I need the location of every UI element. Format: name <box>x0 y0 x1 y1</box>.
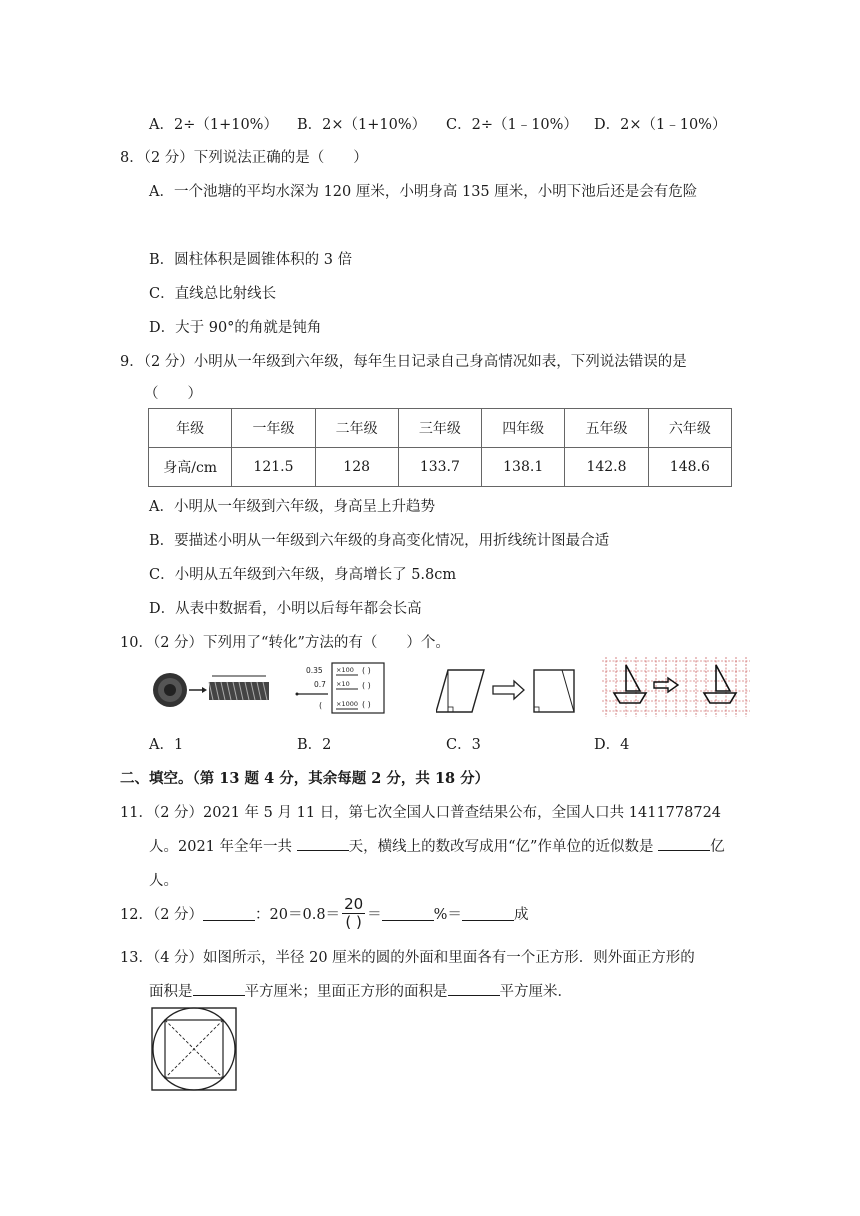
q7-option-b: B．2×（1+10%） <box>297 117 427 133</box>
answer-blank[interactable] <box>658 836 710 851</box>
table-row <box>149 448 732 487</box>
table-header-cell: 二年级 <box>315 409 398 448</box>
answer-blank[interactable] <box>193 981 245 996</box>
q9-option-b: B．要描述小明从一年级到六年级的身高变化情况，用折线统计图最合适 <box>149 533 610 549</box>
multiplier-label: ×100 <box>336 666 354 674</box>
q11-line3: 人。 <box>149 873 178 889</box>
table-header-cell: 五年级 <box>565 409 648 448</box>
q9-stem: 9．（2 分）小明从一年级到六年级，每年生日记录自己身高情况如表，下列说法错误的是 <box>120 354 687 370</box>
answer-blank[interactable] <box>462 906 514 921</box>
q10-option-b: B．2 <box>297 737 332 753</box>
fraction <box>342 894 365 931</box>
q8-stem: 8．（2 分）下列说法正确的是（ ） <box>120 150 368 166</box>
table-cell: 133.7 <box>398 448 481 487</box>
decimal-conversion-image <box>292 660 387 718</box>
q10-option-c: C．3 <box>446 737 481 753</box>
q10-option-a: A．1 <box>149 737 184 753</box>
table-cell: 121.5 <box>232 448 315 487</box>
circle-to-rectangle-image <box>152 670 272 710</box>
table-header-cell: 年级 <box>149 409 232 448</box>
table-row <box>149 409 732 448</box>
q11-text-a: 人。2021 年全年一共 <box>149 839 293 855</box>
svg-text:( ): ( ) <box>362 666 371 675</box>
q11-line1: 11．（2 分）2021 年 5 月 11 日，第七次全国人口普查结果公布，全国人口共 1411778724 <box>120 805 722 821</box>
q7-option-c: C．2÷（1﹣10%） <box>446 117 578 133</box>
table-row-label: 身高/cm <box>149 448 232 487</box>
section-heading: 二、填空。（第 13 题 4 分，其余每题 2 分，共 18 分） <box>120 770 490 787</box>
q13-text-a: 面积是 <box>149 984 193 1000</box>
q12-text-2: ＝ <box>367 906 382 923</box>
answer-blank[interactable] <box>203 906 255 921</box>
q10-stem: 10．（2 分）下列用了“转化”方法的有（ ）个。 <box>120 635 450 651</box>
q11-text-b: 天，横线上的数改写成用“亿”作单位的近似数是 <box>348 839 654 855</box>
q8-option-d: D．大于 90°的角就是钝角 <box>149 320 322 336</box>
q12-text-1: ：20＝0.8＝ <box>255 906 341 923</box>
q12-prefix: 12．（2 分） <box>120 906 204 923</box>
q8-option-b: B．圆柱体积是圆锥体积的 3 倍 <box>149 252 353 268</box>
q10-option-d: D．4 <box>594 737 630 753</box>
height-table <box>148 408 732 487</box>
multiplier-label: ×10 <box>336 680 350 688</box>
q13-text-b: 平方厘米；里面正方形的面积是 <box>244 984 448 1000</box>
q9-option-c: C．小明从五年级到六年级，身高增长了 5.8cm <box>149 567 457 583</box>
table-cell: 138.1 <box>482 448 565 487</box>
answer-blank[interactable] <box>382 906 434 921</box>
table-header-cell: 六年级 <box>648 409 731 448</box>
svg-text:( ): ( ) <box>362 681 371 690</box>
q13-text-c: 平方厘米． <box>499 984 572 1000</box>
q12-text-3: %＝ <box>433 906 462 923</box>
q12-text-4: 成 <box>513 906 529 923</box>
table-header-cell: 四年级 <box>482 409 565 448</box>
table-header-cell: 一年级 <box>232 409 315 448</box>
q13-line2 <box>149 980 572 1001</box>
q11-line2 <box>149 835 725 856</box>
decimal-label: 0.35 <box>306 666 323 675</box>
q9-option-a: A．小明从一年级到六年级，身高呈上升趋势 <box>149 499 435 515</box>
fraction-numerator: 20 <box>344 894 364 913</box>
table-cell: 142.8 <box>565 448 648 487</box>
multiplier-label: ×1000 <box>336 700 358 708</box>
q9-stem-paren: （ ） <box>144 386 202 402</box>
table-cell: 128 <box>315 448 398 487</box>
q7-option-a: A．2÷（1+10%） <box>149 117 278 133</box>
table-cell: 148.6 <box>648 448 731 487</box>
q9-option-d: D．从表中数据看，小明以后每年都会长高 <box>149 601 422 617</box>
svg-text:(: ( <box>319 701 323 710</box>
table-header-cell: 三年级 <box>398 409 481 448</box>
q8-option-c: C．直线总比射线长 <box>149 286 277 302</box>
fraction-denominator[interactable]: ( ) <box>345 912 362 931</box>
circle-square-figure <box>150 1006 238 1092</box>
svg-text:( ): ( ) <box>362 700 371 709</box>
q7-option-d: D．2×（1﹣10%） <box>594 117 727 133</box>
answer-blank[interactable] <box>297 836 349 851</box>
q11-text-c: 亿 <box>710 839 725 855</box>
grid-translation-image <box>602 657 750 717</box>
q8-option-a: A．一个池塘的平均水深为 120 厘米，小明身高 135 厘米，小明下池后还是会有危险 <box>149 184 698 200</box>
decimal-label: 0.7 <box>314 680 326 689</box>
parallelogram-to-rectangle-image <box>436 666 578 718</box>
q12-line <box>120 895 528 931</box>
q13-line1: 13．（4 分）如图所示，半径 20 厘米的圆的外面和里面各有一个正方形．则外面正方形的 <box>120 950 695 966</box>
answer-blank[interactable] <box>448 981 500 996</box>
